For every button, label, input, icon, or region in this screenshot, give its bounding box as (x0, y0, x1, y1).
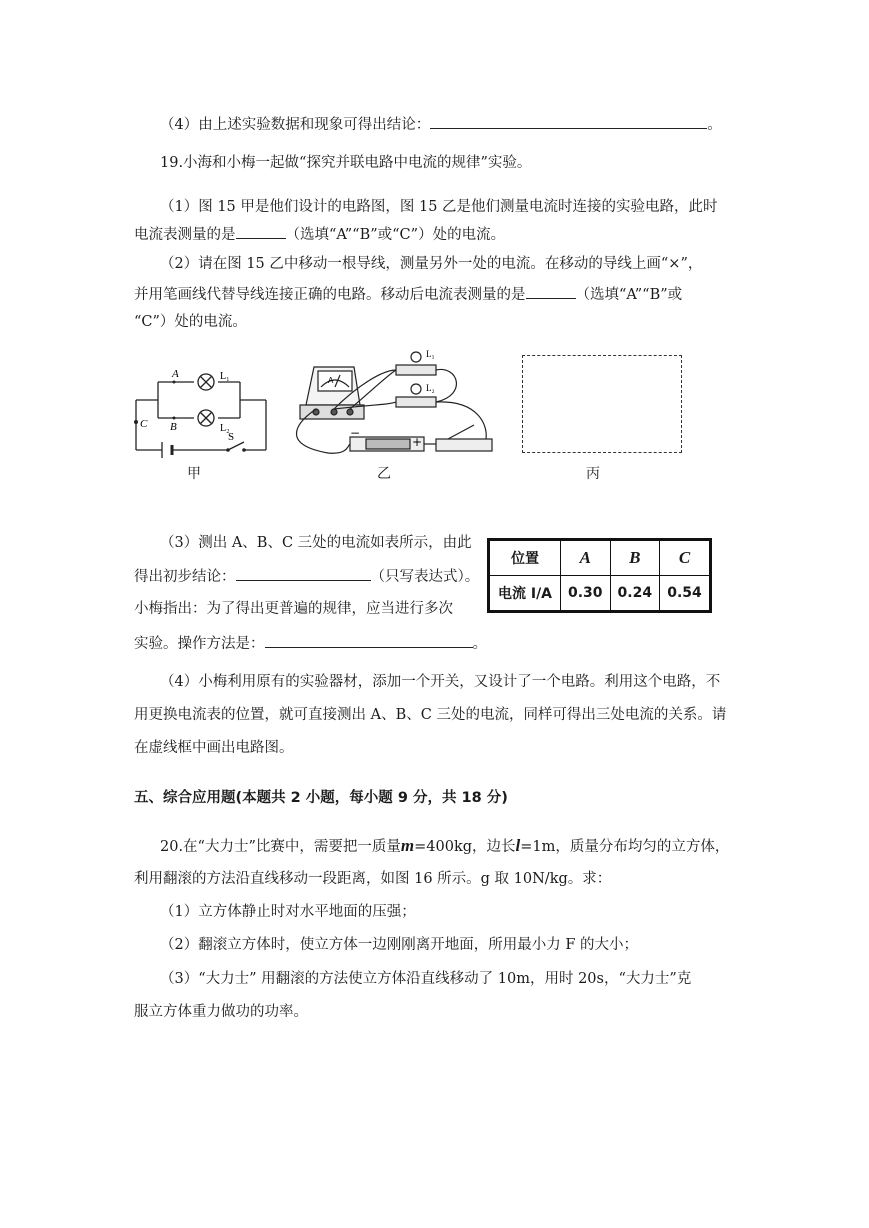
meter-letter: A (328, 376, 334, 385)
answer-blank[interactable] (236, 566, 371, 581)
circuit-photo-yi (288, 345, 498, 460)
table-row (489, 576, 711, 612)
table-header-position: 位置 (489, 540, 561, 576)
answer-blank[interactable] (265, 633, 473, 648)
var-l: l (515, 836, 521, 855)
minus-sign: − (350, 426, 361, 440)
caption-bing: 丙 (586, 466, 600, 482)
q20-line1 (160, 836, 729, 857)
q19-part1-line1: （1）图 15 甲是他们设计的电路图，图 15 乙是他们测量电流时连接的实验电路，此时 (160, 199, 718, 215)
q19-part3-line4 (134, 633, 487, 654)
q19-part2-line1: （2）请在图 15 乙中移动一根导线，测量另外一处的电流。在移动的导线上画“×”， (160, 256, 703, 272)
answer-blank[interactable] (526, 284, 576, 299)
label-c: C (140, 418, 148, 430)
q19-part4-line3: 在虚线框中画出电路图。 (134, 740, 294, 756)
q19-part3-text2-end: 。 (472, 636, 487, 652)
q19-part2-line3: “C”）处的电流。 (134, 314, 247, 330)
q19-part3-line3: 小梅指出：为了得出更普遍的规律，应当进行多次 (134, 601, 453, 617)
plus-sign: + (412, 435, 423, 449)
q19-part2-text-end: （选填“A”“B”或 (575, 287, 683, 303)
table-cell-b: 0.24 (610, 576, 660, 612)
table-cell-c: 0.54 (660, 576, 711, 612)
q19-stem: 19.小海和小梅一起做“探究并联电路中电流的规律”实验。 (160, 155, 532, 171)
caption-yi: 乙 (377, 466, 391, 482)
table-header-a: A (561, 540, 611, 576)
label-l2: L₂ (220, 423, 230, 434)
var-m: m (400, 836, 415, 855)
label-a: A (172, 368, 179, 380)
q18-part4-end: 。 (707, 117, 722, 133)
table-header-c: C (660, 540, 711, 576)
label-l1-photo: L₁ (426, 349, 435, 359)
q19-part3-text2: 实验。操作方法是： (134, 636, 265, 652)
label-l2-photo: L₂ (426, 383, 435, 393)
table-row (489, 540, 711, 576)
q20-part3-line1: （3）“大力士” 用翻滚的方法使立方体沿直线移动了 10m，用时 20s，“大力士”克 (160, 971, 692, 987)
q20-part3-line2: 服立方体重力做功的功率。 (134, 1004, 308, 1020)
q20-part2: （2）翻滚立方体时，使立方体一边刚刚离开地面，所用最小力 F 的大小； (160, 937, 639, 953)
table-row-label: 电流 I/A (489, 576, 561, 612)
q20-text-a: 20.在“大力士”比赛中，需要把一质量 (160, 839, 401, 855)
q18-part4 (160, 114, 722, 135)
table-cell-a: 0.30 (561, 576, 611, 612)
q19-part2-line2 (134, 284, 682, 305)
q19-part2-text: 并用笔画线代替导线连接正确的电路。移动后电流表测量的是 (134, 287, 526, 303)
q19-part1-text: 电流表测量的是 (134, 227, 236, 243)
circuit-diagram-jia (128, 360, 273, 460)
q20-text-b: =400kg，边长 (414, 839, 516, 855)
dashed-drawing-box[interactable] (522, 355, 682, 453)
answer-blank[interactable] (236, 224, 286, 239)
q20-line2: 利用翻滚的方法沿直线移动一段距离，如图 16 所示。g 取 10N/kg。求： (134, 871, 612, 887)
label-s: S (228, 431, 235, 443)
section-heading: 五、综合应用题(本题共 2 小题，每小题 9 分，共 18 分) (134, 790, 508, 806)
q18-part4-text: （4）由上述实验数据和现象可得出结论： (160, 117, 431, 133)
table-header-b: B (610, 540, 660, 576)
q19-part3-line2 (134, 566, 479, 587)
q19-part3-text: 得出初步结论： (134, 569, 236, 585)
caption-jia: 甲 (187, 466, 201, 482)
label-l1: L₁ (220, 371, 230, 382)
q19-part1-line2 (134, 224, 505, 245)
answer-blank[interactable] (430, 114, 707, 129)
q19-part4-line2: 用更换电流表的位置，就可直接测出 A、B、C 三处的电流，同样可得出三处电流的关系。请 (134, 707, 727, 723)
current-data-table (487, 538, 712, 613)
q19-part3-text-end: （只写表达式）。 (370, 569, 480, 585)
q19-part4-line1: （4）小梅利用原有的实验器材，添加一个开关，又设计了一个电路。利用这个电路，不 (160, 674, 721, 690)
q19-part3-line1: （3）测出 A、B、C 三处的电流如表所示，由此 (160, 535, 472, 551)
q20-text-c: =1m，质量分布均匀的立方体， (520, 839, 730, 855)
q20-part1: （1）立方体静止时对水平地面的压强； (160, 904, 416, 920)
q19-part1-text-end: （选填“A”“B”或“C”）处的电流。 (285, 227, 506, 243)
label-b: B (170, 421, 177, 433)
